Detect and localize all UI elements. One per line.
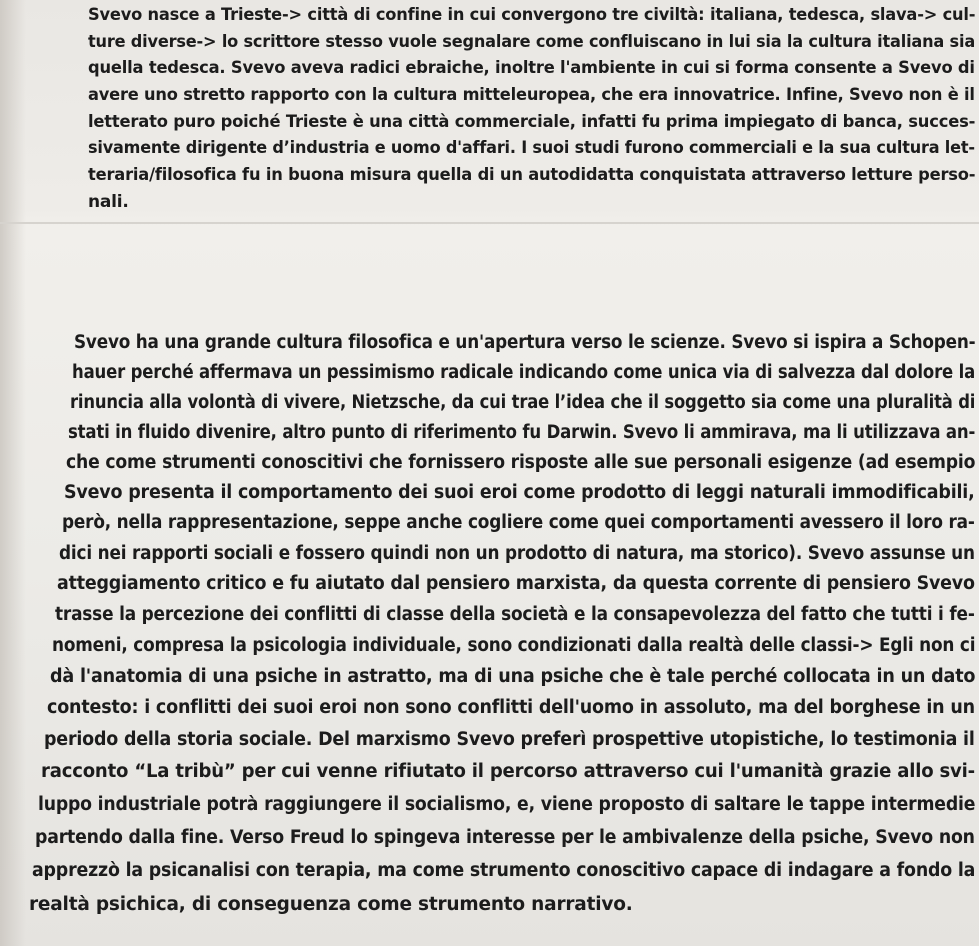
- text-line: contesto: i conflitti dei suoi eroi non sono conflitti dell'uomo in assoluto, ma del borghese in un: [47, 697, 975, 718]
- text-line: quella tedesca. Svevo aveva radici ebraiche, inoltre l'ambiente in cui si forma consente a Svevo di: [88, 58, 975, 78]
- text-line: però, nella rappresentazione, seppe anche cogliere come quei comportamenti avessero il loro ra-: [62, 512, 975, 533]
- text-line: dici nei rapporti sociali e fossero quindi non un prodotto di natura, ma storico). Svevo assunse un: [59, 543, 975, 564]
- text-line: avere uno stretto rapporto con la cultura mitteleuropea, che era innovatrice. Infine, Svevo non è il: [88, 85, 975, 105]
- text-line: racconto “La tribù” per cui venne rifiutato il percorso attraverso cui l'umanità grazie allo svi-: [41, 761, 975, 782]
- text-line: che come strumenti conoscitivi che fornissero risposte alle sue personali esigenze (ad esempio: [66, 452, 976, 473]
- text-line: trasse la percezione dei conflitti di classe della società e la consapevolezza del fatto che tutti i fe-: [55, 604, 975, 625]
- text-line: sivamente dirigente d’industria e uomo d'affari. I suoi studi furono commerciali e la sua cultura let-: [88, 138, 975, 158]
- text-line: dà l'anatomia di una psiche in astratto, ma di una psiche che è tale perché collocata in un dato: [50, 666, 976, 687]
- text-line: Svevo presenta il comportamento dei suoi eroi come prodotto di leggi naturali immodificabili,: [64, 482, 975, 503]
- text-line: stati in fluido divenire, altro punto di riferimento fu Darwin. Svevo li ammirava, ma li utilizzava an-: [68, 422, 976, 443]
- text-line: teraria/filosofica fu in buona misura quella di un autodidatta conquistata attraverso letture perso-: [88, 165, 976, 185]
- paragraph-divider: [0, 222, 979, 224]
- text-line: nomeni, compresa la psicologia individuale, sono condizionati dalla realtà delle classi-> Egli non ci: [52, 635, 976, 656]
- text-line: realtà psichica, di conseguenza come strumento narrativo.: [29, 894, 633, 915]
- text-line: rinuncia alla volontà di vivere, Nietzsche, da cui trae l’idea che il soggetto sia come una pluralità di: [70, 392, 976, 413]
- text-line: Svevo nasce a Trieste-> città di confine in cui convergono tre civiltà: italiana, tedesca, slava-> cul-: [88, 5, 976, 25]
- text-line: letterato puro poiché Trieste è una città commerciale, infatti fu prima impiegato di banca, succes-: [88, 112, 976, 132]
- text-line: apprezzò la psicanalisi con terapia, ma come strumento conoscitivo capace di indagare a fondo la: [32, 860, 976, 881]
- text-line: atteggiamento critico e fu aiutato dal pensiero marxista, da questa corrente di pensiero Svevo: [57, 573, 975, 594]
- text-line: nali.: [88, 192, 129, 212]
- text-line: hauer perché affermava un pessimismo radicale indicando come unica via di salvezza dal dolore la: [72, 362, 976, 383]
- text-line: periodo della storia sociale. Del marxismo Svevo preferì prospettive utopistiche, lo testimonia il: [44, 729, 975, 750]
- text-line: Svevo ha una grande cultura filosofica e un'apertura verso le scienze. Svevo si ispira a Schopen-: [74, 332, 976, 353]
- page-edge-shadow: [0, 0, 26, 946]
- text-line: partendo dalla fine. Verso Freud lo spingeva interesse per le ambivalenze della psiche, Svevo non: [35, 827, 975, 848]
- text-line: luppo industriale potrà raggiungere il socialismo, e, viene proposto di saltare le tappe intermedie: [38, 794, 976, 815]
- text-line: ture diverse-> lo scrittore stesso vuole segnalare come confluiscano in lui sia la cultura italiana sia: [88, 32, 976, 52]
